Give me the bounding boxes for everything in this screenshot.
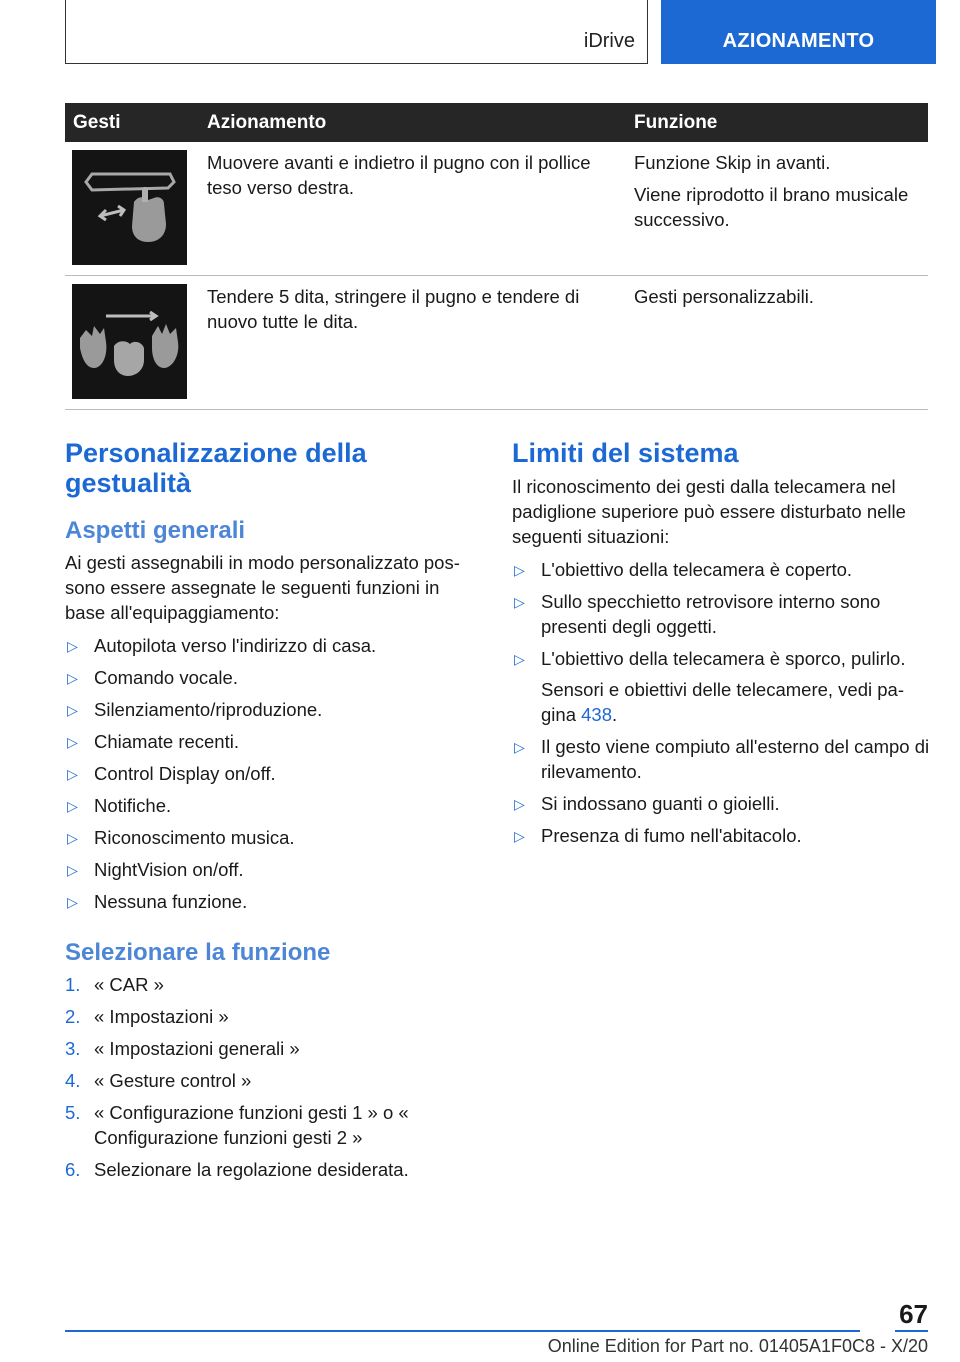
list-item-text: L'obiettivo della telecamera è coperto.	[541, 559, 853, 580]
triangle-bullet-icon: ▷	[514, 651, 525, 667]
function-text: Gesti personalizzabili.	[634, 286, 814, 307]
column-header-azionamento: Azionamento	[199, 103, 626, 142]
list-item-text: Control Display on/off.	[94, 763, 276, 784]
list-item	[65, 633, 475, 658]
footer-divider	[65, 1330, 860, 1332]
list-item	[65, 665, 475, 690]
table-row	[65, 142, 928, 276]
list-item-text: L'obiettivo della telecamera è sporco, pulirlo.	[541, 648, 906, 669]
table-header-row	[65, 103, 928, 142]
action-cell: Tendere 5 dita, stringere il pugno e tendere di nuovo tutte le dita.	[199, 276, 626, 410]
step-text: « Impostazioni »	[94, 1006, 229, 1027]
triangle-bullet-icon: ▷	[514, 594, 525, 610]
step-item	[65, 1004, 475, 1029]
list-item-text: Notifiche.	[94, 795, 172, 816]
general-intro: Ai gesti assegnabili in modo personalizzato possono essere assegnate le seguenti funzioni in base all'equipaggiamento:	[65, 552, 460, 623]
list-item-text: Silenziamento/riproduzione.	[94, 699, 323, 720]
functions-list	[65, 633, 475, 914]
triangle-bullet-icon: ▷	[67, 862, 78, 878]
footer-edition-text: Online Edition for Part no. 01405A1F0C8 - X/20	[547, 1336, 928, 1356]
triangle-bullet-icon: ▷	[67, 670, 78, 686]
triangle-bullet-icon: ▷	[67, 702, 78, 718]
section-title-personalizzazione: Personalizzazione della gestualità	[65, 438, 367, 498]
list-item	[512, 823, 932, 848]
triangle-bullet-icon: ▷	[67, 798, 78, 814]
list-item	[65, 697, 475, 722]
triangle-bullet-icon: ▷	[67, 734, 78, 750]
list-item	[65, 729, 475, 754]
list-item	[512, 791, 932, 816]
step-number: 4.	[65, 1070, 81, 1091]
step-item	[65, 1100, 475, 1150]
page-number: 67	[899, 1299, 928, 1329]
step-text: Selezionare la regolazione desiderata.	[94, 1159, 409, 1180]
column-header-gesti: Gesti	[65, 103, 199, 142]
list-item	[512, 734, 932, 784]
step-item	[65, 1068, 475, 1093]
list-item-text: Sullo specchietto retrovisore interno sono presenti degli oggetti.	[541, 591, 881, 637]
list-item	[65, 889, 475, 914]
list-item	[512, 589, 932, 639]
left-column	[65, 438, 475, 1189]
note-end: .	[612, 704, 618, 725]
function-text: Viene riprodotto il brano musicale successivo.	[634, 184, 909, 230]
header-chapter-tab	[661, 0, 936, 64]
limits-list	[512, 557, 932, 848]
step-text: « Configurazione funzioni gesti 1 » o « Configurazione funzioni gesti 2 »	[94, 1102, 409, 1148]
step-item	[65, 1157, 475, 1182]
step-number: 1.	[65, 974, 81, 995]
list-item	[65, 825, 475, 850]
step-item	[65, 972, 475, 997]
list-item-text: Autopilota verso l'indirizzo di casa.	[94, 635, 377, 656]
step-text: « Impostazioni generali »	[94, 1038, 300, 1059]
step-number: 6.	[65, 1159, 81, 1180]
limits-intro: Il riconoscimento dei gesti dalla telecamera nel padiglione superiore può essere disturbato nelle seguenti situazioni:	[512, 476, 906, 547]
step-number: 5.	[65, 1102, 81, 1123]
list-item-text: Il gesto viene compiuto all'esterno del campo di rilevamento.	[541, 736, 930, 782]
triangle-bullet-icon: ▷	[67, 766, 78, 782]
footer-divider-right	[895, 1330, 928, 1332]
steps-list	[65, 972, 475, 1182]
subsection-title-aspetti-generali: Aspetti generali	[65, 517, 246, 544]
gesture-spread-fist-spread-icon	[72, 284, 187, 399]
step-number: 2.	[65, 1006, 81, 1027]
cross-reference-note	[541, 677, 932, 727]
list-item	[512, 557, 932, 582]
gestures-table	[65, 103, 928, 410]
triangle-bullet-icon: ▷	[514, 739, 525, 755]
list-item-text: Si indossano guanti o gioielli.	[541, 793, 780, 814]
triangle-bullet-icon: ▷	[514, 562, 525, 578]
step-text: « CAR »	[94, 974, 164, 995]
function-cell	[626, 276, 928, 410]
column-header-funzione: Funzione	[626, 103, 928, 142]
list-item-text: Comando vocale.	[94, 667, 238, 688]
gesture-cell	[65, 142, 199, 276]
list-item	[65, 857, 475, 882]
gesture-cell	[65, 276, 199, 410]
list-item	[65, 793, 475, 818]
function-cell	[626, 142, 928, 276]
triangle-bullet-icon: ▷	[67, 830, 78, 846]
list-item-text: Chiamate recenti.	[94, 731, 239, 752]
right-column	[512, 438, 932, 855]
action-cell: Muovere avanti e indietro il pugno con il pollice teso verso destra.	[199, 142, 626, 276]
list-item-text: NightVision on/off.	[94, 859, 244, 880]
triangle-bullet-icon: ▷	[67, 638, 78, 654]
gesture-swipe-right-icon	[72, 150, 187, 265]
step-item	[65, 1036, 475, 1061]
note-text: Sensori e obiettivi delle telecamere, vedi pagina	[541, 679, 905, 725]
table-row	[65, 276, 928, 410]
list-item	[512, 646, 932, 727]
list-item-text: Nessuna funzione.	[94, 891, 248, 912]
page-link-438[interactable]: 438	[581, 704, 612, 725]
list-item-text: Presenza di fumo nell'abitacolo.	[541, 825, 802, 846]
function-text: Funzione Skip in avanti.	[634, 152, 831, 173]
triangle-bullet-icon: ▷	[514, 828, 525, 844]
subsection-title-selezionare: Selezionare la funzione	[65, 939, 331, 966]
list-item	[65, 761, 475, 786]
header-section-title: iDrive	[583, 30, 635, 52]
step-number: 3.	[65, 1038, 81, 1059]
triangle-bullet-icon: ▷	[67, 894, 78, 910]
header-section-box	[65, 0, 648, 64]
header-chapter-title: AZIONAMENTO	[722, 30, 875, 52]
section-title-limiti: Limiti del sistema	[512, 438, 739, 468]
list-item-text: Riconoscimento musica.	[94, 827, 295, 848]
triangle-bullet-icon: ▷	[514, 796, 525, 812]
step-text: « Gesture control »	[94, 1070, 252, 1091]
